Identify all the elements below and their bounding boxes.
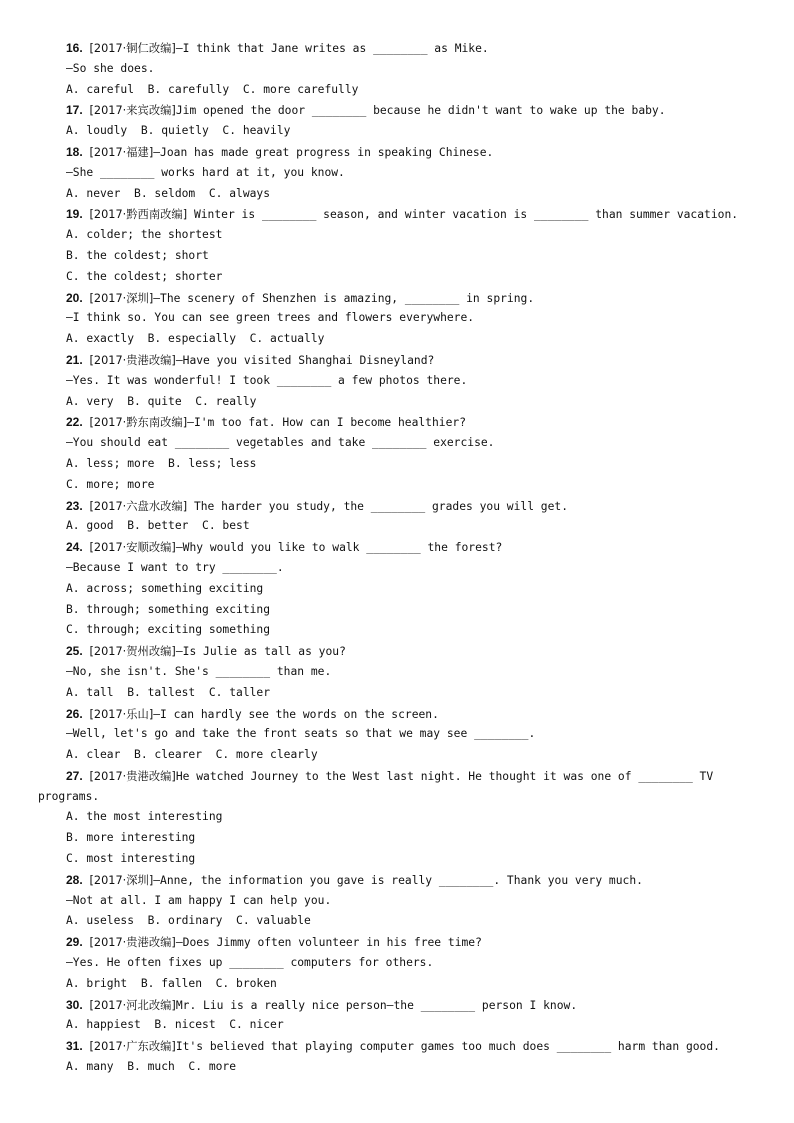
dialogue-line: —She ________ works hard at it, you know.	[66, 165, 345, 179]
question-source: [2017·乐山]	[89, 707, 154, 721]
answer-options: A. clear B. clearer C. more clearly	[66, 748, 318, 762]
question-source: [2017·黔西南改编]	[89, 208, 188, 222]
question-text: —Is Julie as tall as you?	[175, 645, 346, 659]
question-stem	[0, 537, 794, 558]
question-text: Jim opened the door ________ because he didn't want to wake up the baby.	[175, 104, 666, 118]
answer-options: B. through; something exciting	[66, 602, 271, 616]
question-stem	[0, 350, 794, 371]
question-source: [2017·深圳]	[89, 291, 154, 305]
question-stem	[0, 932, 794, 953]
question-stem	[0, 766, 794, 787]
answer-options: C. more; more	[66, 477, 155, 491]
answer-options: A. careful B. carefully C. more carefully	[66, 82, 359, 96]
question-source: [2017·深圳]	[89, 873, 154, 887]
question-number: 26.	[66, 706, 83, 721]
question-text: —Does Jimmy often volunteer in his free time?	[175, 936, 482, 950]
question-number: 23.	[66, 498, 83, 513]
question-stem	[0, 288, 794, 309]
question-number: 28.	[66, 872, 83, 887]
answer-options: A. bright B. fallen C. broken	[66, 976, 277, 990]
question-stem	[0, 38, 794, 59]
dialogue-line: —Well, let's go and take the front seats so that we may see ________.	[66, 727, 536, 741]
dialogue-line: —You should eat ________ vegetables and take ________ exercise.	[66, 436, 495, 450]
question-text: It's believed that playing computer games too much does ________ harm than good.	[175, 1040, 720, 1054]
question-stem	[0, 704, 794, 725]
question-text: —Joan has made great progress in speaking Chinese.	[153, 145, 494, 159]
answer-options: A. good B. better C. best	[66, 519, 250, 533]
question-stem	[0, 870, 794, 891]
dialogue-line: —I think so. You can see green trees and flowers everywhere.	[66, 311, 475, 325]
question-text: —I think that Jane writes as ________ as Mike.	[175, 42, 489, 55]
question-stem	[0, 204, 794, 225]
answer-options: C. through; exciting something	[66, 623, 271, 637]
dialogue-line: —Because I want to try ________.	[66, 560, 284, 574]
question-text: He watched Journey to the West last night. He thought it was one of ________ TV	[175, 769, 714, 783]
question-text: The harder you study, the ________ grades you will get.	[187, 499, 569, 513]
question-source: [2017·黔东南改编]	[89, 416, 188, 430]
question-text: —I can hardly see the words on the screen.	[153, 707, 439, 721]
question-text: —Anne, the information you gave is really ________. Thank you very much.	[153, 873, 643, 887]
question-text: —Why would you like to walk ________ the forest?	[175, 541, 503, 555]
question-number: 19.	[66, 207, 83, 222]
question-text: —Have you visited Shanghai Disneyland?	[175, 353, 435, 367]
answer-options: A. very B. quite C. really	[66, 394, 257, 408]
question-source: [2017·贵港改编]	[89, 769, 176, 783]
answer-options: C. most interesting	[66, 852, 196, 866]
question-source: [2017·六盘水改编]	[89, 499, 188, 513]
question-number: 30.	[66, 997, 83, 1012]
dialogue-line: —Yes. It was wonderful! I took ________ a few photos there.	[66, 373, 468, 387]
answer-options: A. useless B. ordinary C. valuable	[66, 914, 311, 928]
question-number: 27.	[66, 768, 83, 783]
question-number: 25.	[66, 644, 83, 659]
dialogue-line: —Not at all. I am happy I can help you.	[66, 893, 332, 907]
answer-options: A. happiest B. nicest C. nicer	[66, 1018, 284, 1032]
question-source: [2017·贵港改编]	[89, 936, 176, 950]
question-number: 22.	[66, 415, 83, 430]
question-stem	[0, 142, 794, 163]
question-source: [2017·铜仁改编]	[89, 42, 176, 55]
question-source: [2017·贺州改编]	[89, 645, 176, 659]
answer-options: A. tall B. tallest C. taller	[66, 685, 271, 699]
question-stem	[0, 496, 794, 517]
question-number: 24.	[66, 540, 83, 555]
answer-options: B. the coldest; short	[66, 248, 209, 262]
question-number: 31.	[66, 1039, 83, 1054]
question-stem	[0, 641, 794, 662]
question-text: Mr. Liu is a really nice person—the ________ person I know.	[175, 998, 578, 1012]
answer-options: A. exactly B. especially C. actually	[66, 332, 325, 346]
question-source: [2017·贵港改编]	[89, 353, 176, 367]
answer-options: A. many B. much C. more	[66, 1060, 237, 1074]
answer-options: A. across; something exciting	[66, 581, 264, 595]
question-stem	[0, 1036, 794, 1057]
question-text: —The scenery of Shenzhen is amazing, ________ in spring.	[153, 291, 535, 305]
question-stem	[0, 412, 794, 433]
question-stem	[0, 995, 794, 1016]
question-number: 20.	[66, 290, 83, 305]
dialogue-line: —So she does.	[66, 61, 155, 75]
answer-options: A. loudly B. quietly C. heavily	[66, 124, 291, 138]
question-number: 18.	[66, 144, 83, 159]
question-number: 21.	[66, 352, 83, 367]
answer-options: B. more interesting	[66, 831, 196, 845]
question-stem	[0, 100, 794, 121]
answer-options: A. the most interesting	[66, 810, 223, 824]
question-number: 29.	[66, 935, 83, 950]
dialogue-line: —No, she isn't. She's ________ than me.	[66, 664, 332, 678]
question-source: [2017·福建]	[89, 145, 154, 159]
question-number: 17.	[66, 103, 83, 118]
question-text: —I'm too fat. How can I become healthier?	[187, 416, 466, 430]
answer-options: A. less; more B. less; less	[66, 456, 257, 470]
question-source: [2017·安顺改编]	[89, 541, 176, 555]
answer-options: A. never B. seldom C. always	[66, 186, 271, 200]
question-source: [2017·广东改编]	[89, 1040, 176, 1054]
question-text-continued: programs.	[38, 789, 100, 803]
answer-options: A. colder; the shortest	[66, 228, 223, 242]
dialogue-line: —Yes. He often fixes up ________ computers for others.	[66, 956, 434, 970]
answer-options: C. the coldest; shorter	[66, 269, 223, 283]
question-source: [2017·来宾改编]	[89, 104, 176, 118]
question-source: [2017·河北改编]	[89, 998, 176, 1012]
question-text: Winter is ________ season, and winter vacation is ________ than summer vacation.	[187, 208, 739, 222]
question-number: 16.	[66, 41, 83, 55]
